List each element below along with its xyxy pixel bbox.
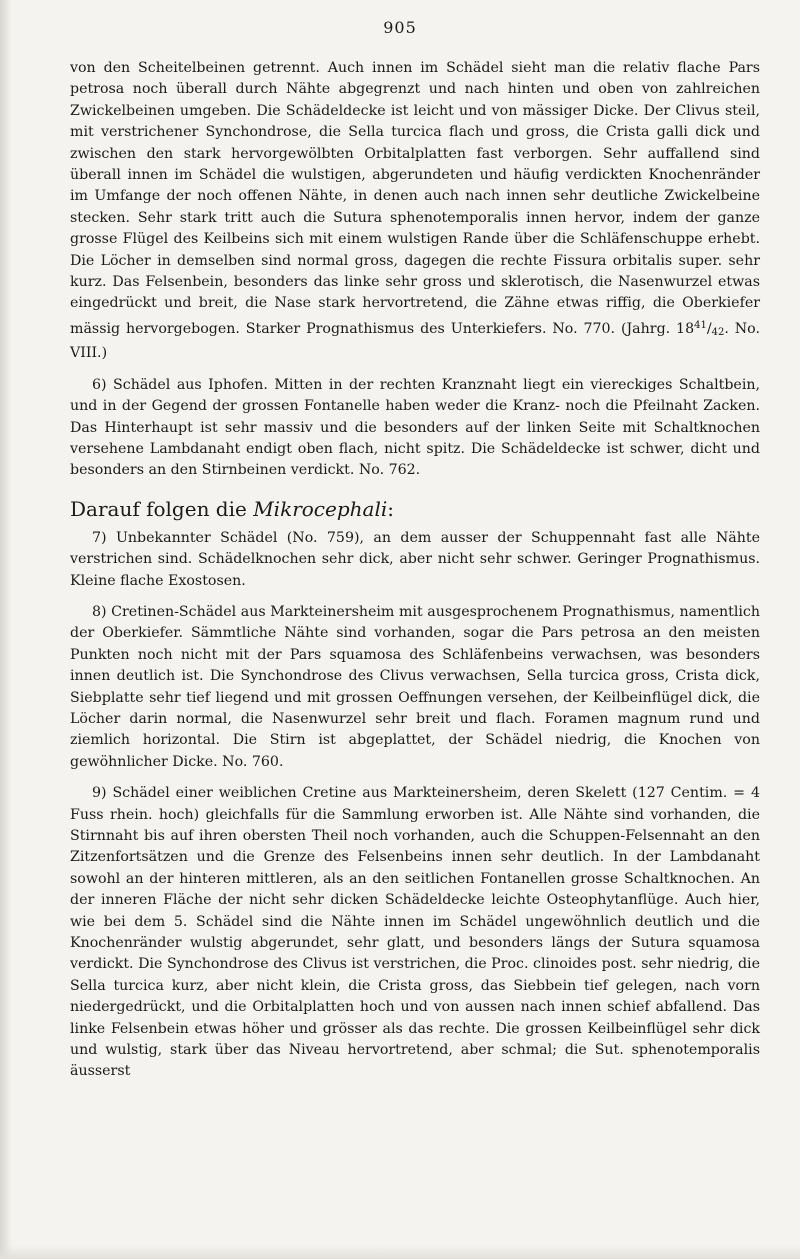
paragraph-intro-text: von den Scheitelbeinen getrennt. Auch innen im Schädel sieht man die relativ flache Pars petrosa noch überall durch Nähte abgegrenzt und nach hinten und oben von zahlreichen Zwickelbeinen umgeben. Die Schädeldecke ist leicht und von mässiger Dicke. Der Clivus steil, mit verstrichener Synchondrose, die Sella turcica flach und gross, die Crista galli dick und zwischen den stark hervorgewölbten Orbitalplatten fast verborgen. Sehr auffallend sind überall innen im Schädel die wulstigen, abgerundeten und häufig verdickten Knochenränder im Umfange der noch offenen Nähte, in denen auch nach innen sehr deutliche Zwickelbeine stecken. Sehr stark tritt auch die Sutura sphenotemporalis innen hervor, indem der ganze grosse Flügel des Keilbeins sich mit einem wulstigen Rande über die Schläfenschuppe erhebt. Die Löcher in demselben sind normal gross, dagegen die rechte Fissura orbitalis super. sehr kurz. Das Felsenbein, besonders das linke sehr gross und sklerotisch, die Nasenwurzel etwas eingedrückt und breit, die Nase stark hervortretend, die Zähne etwas riffig, die Oberkiefer mässig hervorgebogen. Starker Prognathismus des Unterkiefers. No. 770. (Jahrg. 18 xyxy=(70,60,760,337)
paragraph-8: 8) Cretinen-Schädel aus Markteinersheim mit ausgesprochenem Prognathismus, namentlich der Oberkiefer. Sämmtliche Nähte sind vorhanden, sogar die Pars petrosa an den meisten Punkten noch nicht mit der Pars squamosa des Schläfenbeins verwachsen, was besonders innen deutlich ist. Die Synchondrose des Clivus verwachsen, Sella turcica gross, Crista dick, Siebplatte sehr tief liegend und mit grossen Oeffnungen versehen, der Keilbeinflügel dick, die Löcher darin normal, die Nasenwurzel sehr breit und flach. Foramen magnum rund und ziemlich horizontal. Die Stirn ist abgeplattet, der Schädel niedrig, die Knochen von gewöhnlicher Dicke. No. 760. xyxy=(70,603,760,770)
paragraph-9: 9) Schädel einer weiblichen Cretine aus Markteinersheim, deren Skelett (127 Centim. = 4 Fuss rhein. hoch) gleichfalls für die Sammlung erworben ist. Alle Nähte sind vorhanden, die Stirnnaht bis auf ihren obersten Theil noch vorhanden, auch die Schuppen-Felsennaht an den Zitzenfortsätzen und die Grenze des Felsenbeins innen sehr deutlich. In der Lambdanaht sowohl an der hinteren mittleren, als an den seitlichen Fontanellen grosse Schaltknochen. An der inneren Fläche der nicht sehr dicken Schädeldecke leichte Osteophytanflüge. Auch hier, wie bei dem 5. Schädel sind die Nähte innen im Schädel ungewöhnlich deutlich und die Knochenränder wulstig abgerundet, sehr glatt, und besonders längs der Sutura squamosa verdickt. Die Synchondrose des Clivus ist verstrichen, die Proc. clinoides post. sehr niedrig, die Sella turcica kurz, aber nicht klein, die Crista gross, das Siebbein tief gelegen, nach vorn niedergedrückt, und die Orbitalplatten hoch und von aussen nach innen schief abfallend. Das linke Felsenbein etwas höher und grösser als das rechte. Die grossen Keilbeinflügel sehr dick und wulstig, stark über das Niveau hervortretend, aber schmal; die Sut. sphenotemporalis äusserst xyxy=(70,785,760,1080)
paragraph-7: 7) Unbekannter Schädel (No. 759), an dem ausser der Schuppennaht fast alle Nähte verstrichen sind. Schädelknochen sehr dick, aber nicht sehr schwer. Geringer Prognathismus. Kleine flache Exostosen. xyxy=(70,529,760,589)
year-fraction-numerator: 41 xyxy=(694,319,707,331)
page-bottom-shadow xyxy=(0,1245,800,1259)
section-heading-prefix: Darauf folgen die xyxy=(70,496,254,521)
section-heading-suffix: : xyxy=(387,496,394,521)
section-heading-italic: Mikrocephali xyxy=(253,496,388,521)
body-text xyxy=(70,58,760,1083)
paragraph-6: 6) Schädel aus Iphofen. Mitten in der rechten Kranznaht liegt ein viereckiges Schaltbein, und in der Gegend der grossen Fontanelle haben weder die Kranz- noch die Pfeilnaht Zacken. Das Hinterhaupt ist sehr massiv und die besonders auf der linken Seite mit Schaltknochen versehene Lambdanaht endigt oben flach, nicht spitz. Die Schädeldecke ist schwer, dicht und besonders an den Stirnbeinen verdickt. No. 762. xyxy=(70,376,760,479)
section-heading xyxy=(70,496,760,522)
page-edge-shadow xyxy=(0,0,12,1259)
year-fraction-denominator: 42 xyxy=(711,326,725,338)
paragraph-intro-end: . No. VIII.) xyxy=(70,320,760,362)
page-number: 905 xyxy=(383,18,417,37)
year-fraction-slash: / xyxy=(706,320,712,337)
paragraph-intro xyxy=(70,58,760,365)
